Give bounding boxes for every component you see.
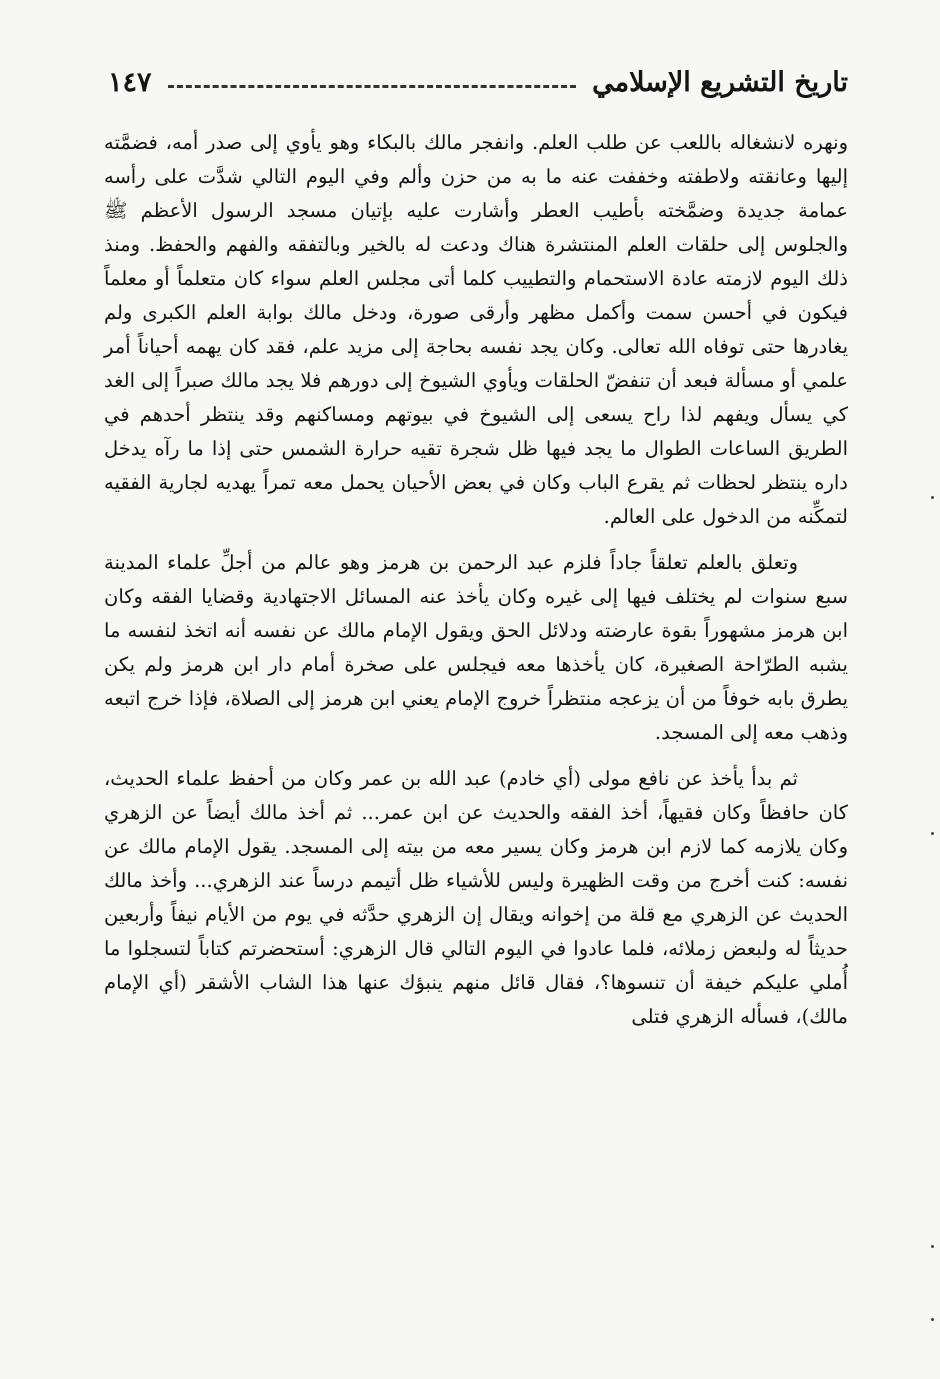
scan-speck bbox=[931, 1318, 934, 1321]
scan-speck bbox=[931, 832, 934, 835]
scan-speck bbox=[931, 1245, 934, 1248]
paragraph-2: وتعلق بالعلم تعلقاً جاداً فلزم عبد الرحمن بن هرمز وهو عالم من أجلِّ علماء المدينة سبع سنوات لم يختلف فيها إلى غيره وكان يأخذ عنه المسائل الاجتهادية وقضايا الفقه وكان ابن هرمز مشهوراً بقوة عارضته ودلائل الحق ويقول الإمام مالك عن نفسه أنه اتخذ لنفسه ما يشبه الطرّاحة الصغيرة، كان يأخذها معه فيجلس على صخرة أمام دار ابن هرمز ولم يكن يطرق بابه خوفاً من أن يزعجه منتظراً خروج الإمام يعني ابن هرمز إلى الصلاة، فإذا خرج اتبعه وذهب معه إلى المسجد. bbox=[104, 551, 848, 744]
paragraph-3: ثم بدأ يأخذ عن نافع مولى (أي خادم) عبد الله بن عمر وكان من أحفظ علماء الحديث، كان حافظاً وكان فقيهاً، أخذ الفقه والحديث عن ابن عمر... ثم أخذ مالك أيضاً عن الزهري وكان يلازمه كما لازم ابن هرمز وكان يسير معه من بيته إلى المسجد. يقول الإمام مالك عن نفسه: كنت أخرج من وقت الظهيرة وليس للأشياء ظل أتيمم درساً عند الزهري... وأخذ مالك الحديث عن الزهري مع قلة من إخوانه ويقال إن الزهري حدَّثه في يوم من الأيام نيفاً وأربعين حديثاً له ولبعض زملائه، فلما عادوا في اليوم التالي قال الزهري: أستحضرتم كتاباً لتسجلوا ما أُملي عليكم خيفة أن تنسوها؟، فقال قائل منهم ينبؤك عنها هذا الشاب الأشقر (أي الإمام مالك)، فسأله الزهري فتلى bbox=[104, 767, 848, 1028]
running-header bbox=[108, 62, 848, 102]
header-divider bbox=[168, 85, 577, 88]
body-text bbox=[104, 126, 848, 1034]
paragraph-1: ونهره لانشغاله باللعب عن طلب العلم. وانفجر مالك بالبكاء وهو يأوي إلى صدر أمه، فضمَّته إليها وعانقته ولاطفته وخففت عنه ما به من حزن وألم وفي اليوم التالي شدَّت على رأسه عمامة جديدة وضمَّخته بأطيب العطر وأشارت عليه بإتيان مسجد الرسول الأعظم ﷺ والجلوس إلى حلقات العلم المنتشرة هناك ودعت له بالخير وبالتفقه والفهم والحفظ. ومنذ ذلك اليوم لازمته عادة الاستحمام والتطييب كلما أتى مجلس العلم سواء كان متعلماً أو معلماً فيكون في أحسن سمت وأكمل مظهر وأرقى صورة، ودخل مالك بوابة العلم الكبرى ولم يغادرها حتى توفاه الله تعالى. وكان يجد نفسه بحاجة إلى مزيد علم، فقد كان يهمه أحياناً أمر علمي أو مسألة فبعد أن تنفضّ الحلقات ويأوي الشيوخ إلى دورهم فلا يجد مالك صبراً إلى الغد كي يسأل ويفهم لذا راح يسعى إلى الشيوخ في بيوتهم ومساكنهم وقد ينتظر أحدهم في الطريق الساعات الطوال ما يجد فيها ظل شجرة تقيه حرارة الشمس حتى إذا ما رآه يدخل داره ينتظر لحظات ثم يقرع الباب وكان في بعض الأحيان يحمل معه تمراً يهديه لجارية الفقيه لتمكِّنه من الدخول على العالم. bbox=[104, 131, 848, 528]
scan-speck bbox=[931, 496, 934, 499]
page-number: ١٤٧ bbox=[108, 66, 152, 98]
header-title: تاريخ التشريع الإسلامي bbox=[592, 66, 848, 98]
scan-edge-marks bbox=[920, 0, 940, 1379]
